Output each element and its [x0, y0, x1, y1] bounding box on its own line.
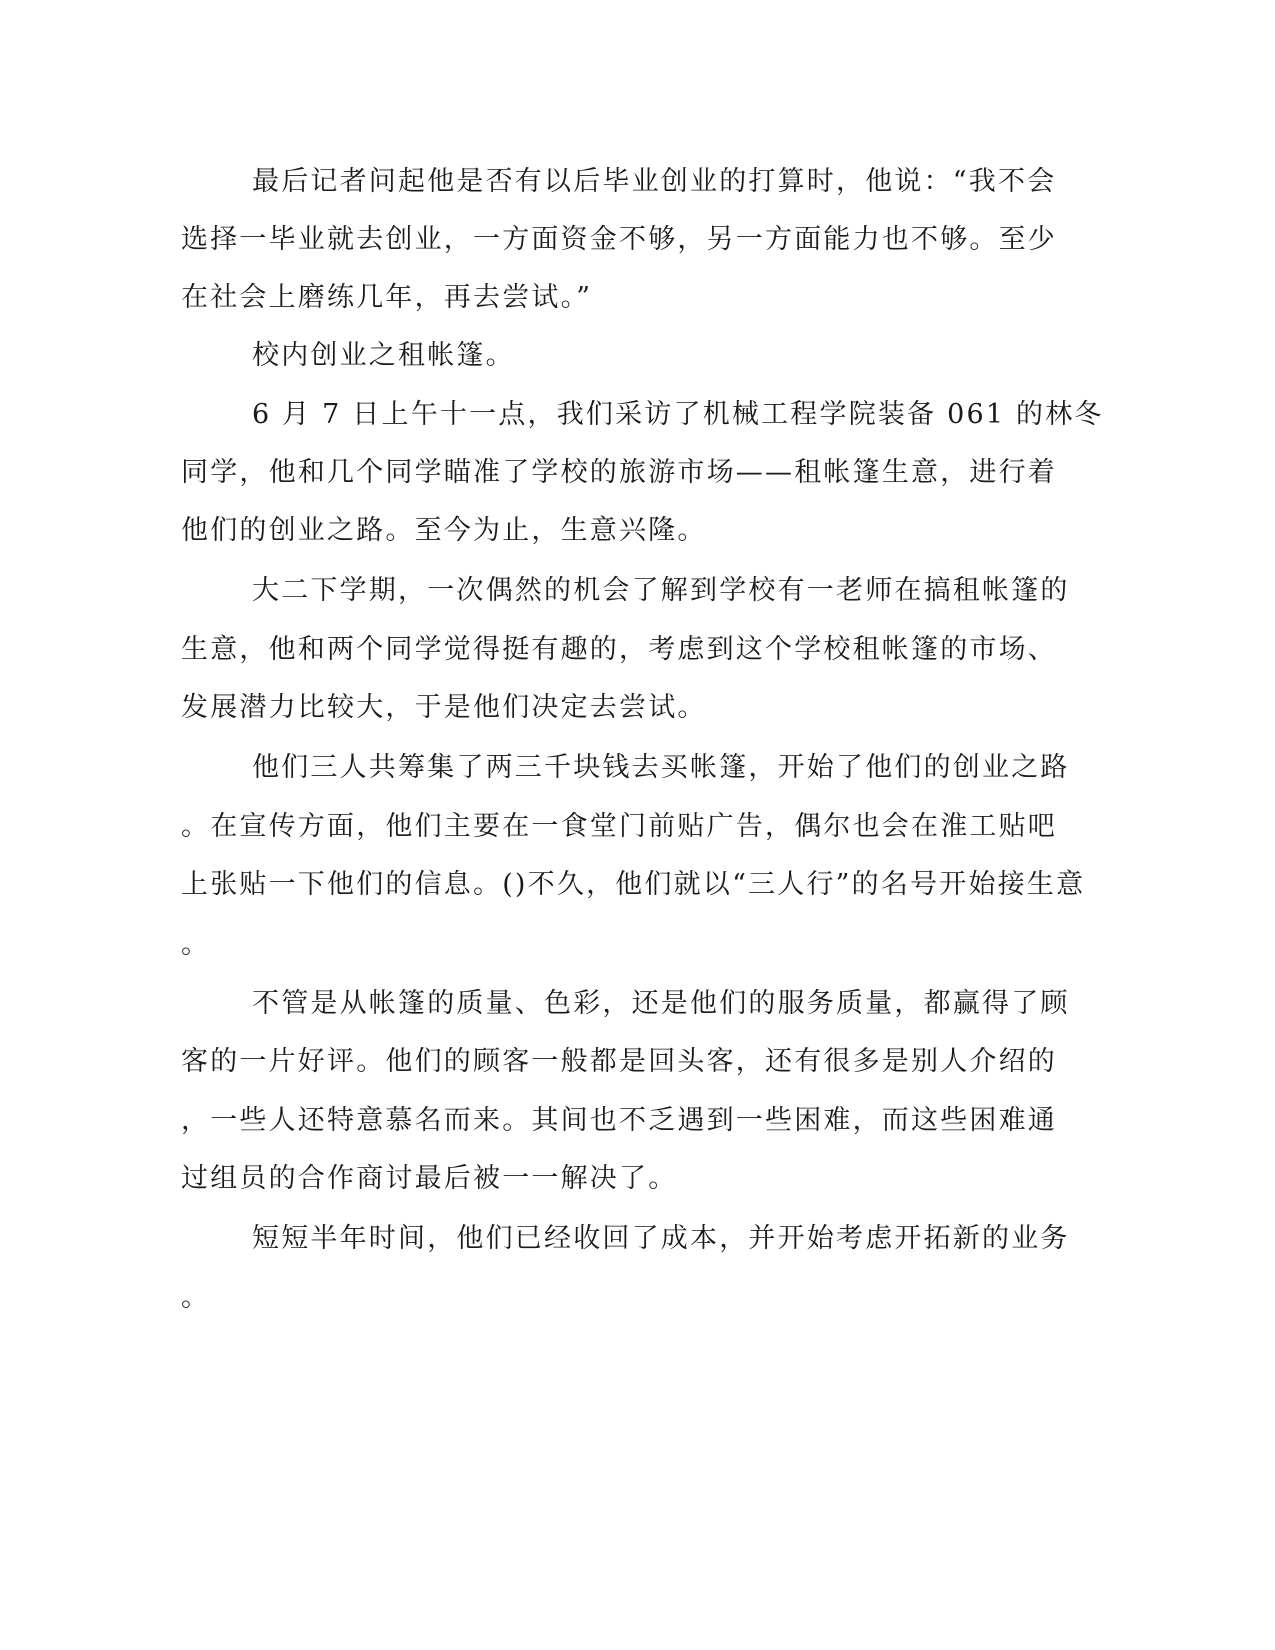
body-text-line: 同学，他和几个同学瞄准了学校的旅游市场——租帐篷生意，进行着 — [181, 457, 1057, 488]
body-text-line: 过组员的合作商讨最后被一一解决了。 — [181, 1163, 678, 1194]
body-text-line: 。 — [181, 1282, 211, 1313]
body-text-line: 。在宣传方面，他们主要在一食堂门前贴广告，偶尔也会在淮工贴吧 — [181, 811, 1057, 842]
body-text-line: 他们三人共筹集了两三千块钱去买帐篷，开始了他们的创业之路 — [252, 752, 1070, 783]
body-text-line: 大二下学期，一次偶然的机会了解到学校有一老师在搞租帐篷的 — [252, 575, 1070, 606]
body-text-line: 。 — [181, 929, 211, 960]
body-text-line: 6 月 7 日上午十一点，我们采访了机械工程学院装备 061 的林冬 — [252, 399, 1104, 430]
body-text-line: 发展潜力比较大，于是他们决定去尝试。 — [181, 692, 707, 723]
body-text-line: 不管是从帐篷的质量、色彩，还是他们的服务质量，都赢得了顾 — [252, 988, 1070, 1019]
body-text-line: 短短半年时间，他们已经收回了成本，并开始考虑开拓新的业务 — [252, 1223, 1070, 1254]
body-text-line: 他们的创业之路。至今为止，生意兴隆。 — [181, 515, 707, 546]
body-text-line: 在社会上磨练几年，再去尝试。” — [181, 282, 593, 313]
body-text-line: ，一些人还特意慕名而来。其间也不乏遇到一些困难，而这些困难通 — [181, 1105, 1057, 1136]
body-text-line: 生意，他和两个同学觉得挺有趣的，考虑到这个学校租帐篷的市场、 — [181, 634, 1057, 665]
body-text-line: 客的一片好评。他们的顾客一般都是回头客，还有很多是别人介绍的 — [181, 1046, 1057, 1077]
body-text-line: 上张贴一下他们的信息。()不久，他们就以“三人行”的名号开始接生意 — [181, 869, 1086, 900]
section-heading: 校内创业之租帐篷。 — [252, 340, 515, 371]
body-text-line: 最后记者问起他是否有以后毕业创业的打算时，他说：“我不会 — [252, 166, 1057, 197]
body-text-line: 选择一毕业就去创业，一方面资金不够，另一方面能力也不够。至少 — [181, 224, 1057, 255]
